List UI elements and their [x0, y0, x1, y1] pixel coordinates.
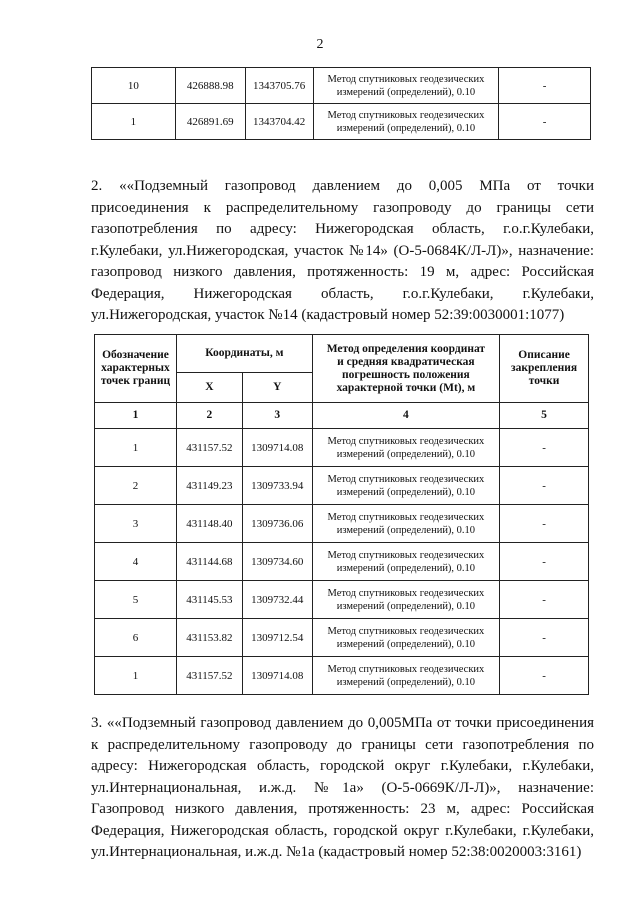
table-row [95, 467, 589, 505]
x-coordinate-cell: 431153.82 [176, 619, 242, 657]
header-x: X [176, 373, 242, 403]
point-cell: 3 [95, 505, 177, 543]
point-cell: 1 [92, 104, 176, 140]
col-number-1: 1 [95, 403, 177, 429]
method-cell: Метод спутниковых геодезических измерений (определений), 0.10 [313, 68, 499, 104]
description-cell: - [500, 619, 589, 657]
header-coordinates: Координаты, м [176, 335, 312, 373]
y-coordinate-cell: 1309714.08 [242, 657, 312, 695]
x-coordinate-cell: 431148.40 [176, 505, 242, 543]
header-y: Y [242, 373, 312, 403]
x-coordinate-cell: 431144.68 [176, 543, 242, 581]
description-cell: - [500, 657, 589, 695]
paragraph-line: Федерация, Нижегородская область, городской округ г.Кулебаки, г.Кулебаки, [91, 822, 594, 839]
table-row [95, 619, 589, 657]
header-description: Описание закрепления точки [500, 335, 589, 403]
y-coordinate-cell: 1343704.42 [245, 104, 313, 140]
method-cell: Метод спутниковых геодезических измерений (определений), 0.10 [312, 505, 499, 543]
description-cell: - [500, 581, 589, 619]
x-coordinate-cell: 426888.98 [175, 68, 245, 104]
y-coordinate-cell: 1309732.44 [242, 581, 312, 619]
paragraph-line: газопровод низкого давления, протяженность: 19 м, адрес: Российская [91, 264, 594, 280]
method-cell: Метод спутниковых геодезических измерений (определений), 0.10 [312, 543, 499, 581]
x-coordinate-cell: 431157.52 [176, 657, 242, 695]
x-coordinate-cell: 431149.23 [176, 467, 242, 505]
paragraph-line: адресу: Нижегородская область, городской округ г.Кулебаки, г.Кулебаки, [91, 758, 594, 774]
table-row [95, 543, 589, 581]
col-number-4: 4 [312, 403, 499, 429]
table-row [95, 505, 589, 543]
method-cell: Метод спутниковых геодезических измерений (определений), 0.10 [312, 619, 499, 657]
col-number-5: 5 [500, 403, 589, 429]
point-cell: 6 [95, 619, 177, 657]
description-cell: - [500, 467, 589, 505]
paragraph-line: ул.Интернациональная, и.ж.д. №1а» (О-5-0669К/Л-Л)», назначение: [91, 779, 594, 796]
point-cell: 4 [95, 543, 177, 581]
paragraph-line: Федерация, Нижегородская область, г.о.г.Кулебаки, г.Кулебаки, [91, 285, 594, 302]
description-cell: - [500, 543, 589, 581]
coordinates-table-continuation [91, 67, 591, 140]
y-coordinate-cell: 1309736.06 [242, 505, 312, 543]
method-cell: Метод спутниковых геодезических измерений (определений), 0.10 [312, 581, 499, 619]
header-method: Метод определения координат и средняя квадратическая погрешность положения характерной точки (Mt), м [312, 335, 499, 403]
method-cell: Метод спутниковых геодезических измерений (определений), 0.10 [312, 429, 499, 467]
point-cell: 10 [92, 68, 176, 104]
col-number-2: 2 [176, 403, 242, 429]
point-cell: 5 [95, 581, 177, 619]
object-description-3 [91, 713, 594, 864]
method-cell: Метод спутниковых геодезических измерений (определений), 0.10 [312, 467, 499, 505]
paragraph-line: ул.Интернациональная, и.ж.д. №1а (кадастровый номер 52:38:0020003:3161) [91, 844, 582, 860]
description-cell: - [500, 505, 589, 543]
y-coordinate-cell: 1309733.94 [242, 467, 312, 505]
page-number: 2 [316, 37, 324, 52]
paragraph-line: присоединения к распределительному газопроводу до границы сети [91, 199, 594, 216]
table-row [92, 104, 591, 140]
paragraph-line: к распределительному газопроводу до границы сети газопотребления по [91, 736, 594, 753]
x-coordinate-cell: 426891.69 [175, 104, 245, 140]
col-number-3: 3 [242, 403, 312, 429]
y-coordinate-cell: 1309712.54 [242, 619, 312, 657]
paragraph-line: газопотребления по адресу: Нижегородская область, г.о.г.Кулебаки, [91, 221, 594, 237]
paragraph-line: Газопровод низкого давления, протяженность: 23 м, адрес: Российская [91, 801, 594, 817]
table-row [95, 657, 589, 695]
paragraph-line: ул.Нижегородская, участок №14 (кадастровый номер 52:39:0030001:1077) [91, 307, 565, 323]
table-row [95, 429, 589, 467]
description-cell: - [499, 104, 591, 140]
point-cell: 1 [95, 657, 177, 695]
description-cell: - [499, 68, 591, 104]
table-row [92, 68, 591, 104]
point-cell: 2 [95, 467, 177, 505]
coordinates-table [94, 334, 589, 695]
paragraph-line: 3. ««Подземный газопровод давлением до 0,005МПа от точки присоединения [91, 715, 594, 731]
method-cell: Метод спутниковых геодезических измерений (определений), 0.10 [313, 104, 499, 140]
y-coordinate-cell: 1309714.08 [242, 429, 312, 467]
paragraph-line: 2. ««Подземный газопровод давлением до 0,005 МПа от точки [91, 178, 594, 194]
paragraph-line: г.Кулебаки, ул.Нижегородская, участок №14» (О-5-0684К/Л-Л)», назначение: [91, 242, 594, 259]
description-cell: - [500, 429, 589, 467]
x-coordinate-cell: 431157.52 [176, 429, 242, 467]
y-coordinate-cell: 1309734.60 [242, 543, 312, 581]
y-coordinate-cell: 1343705.76 [245, 68, 313, 104]
point-cell: 1 [95, 429, 177, 467]
method-cell: Метод спутниковых геодезических измерений (определений), 0.10 [312, 657, 499, 695]
object-description-2 [91, 176, 594, 327]
x-coordinate-cell: 431145.53 [176, 581, 242, 619]
header-point-designation: Обозначение характерных точек границ [95, 335, 177, 403]
table-row [95, 581, 589, 619]
